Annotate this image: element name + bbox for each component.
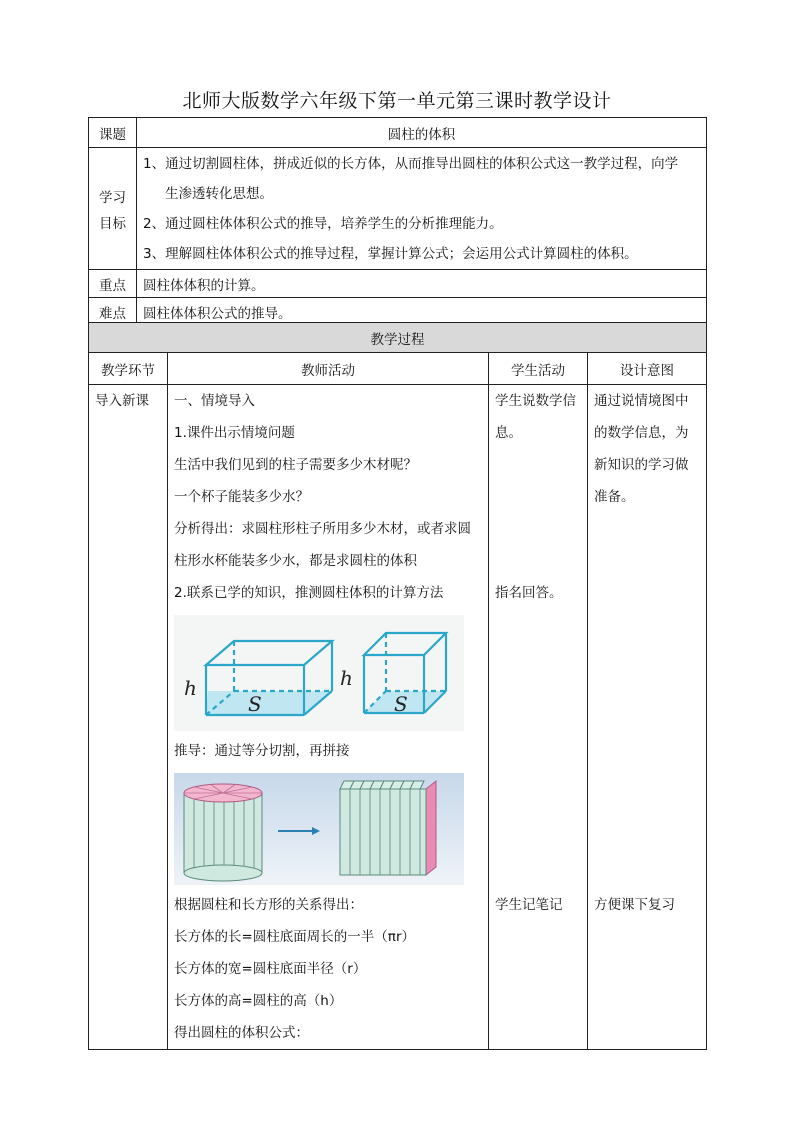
objective-1: 1、通过切割圆柱体，拼成近似的长方体，从而推导出圆柱的体积公式这一教学过程，向学 <box>143 156 679 172</box>
topic-label: 课题 <box>89 118 137 148</box>
intent-cell <box>588 385 707 1050</box>
fig2-s-label: S <box>394 692 408 716</box>
cuboid-figures <box>174 615 464 731</box>
teacher-line-7: 2.联系已学的知识，推测圆柱体积的计算方法 <box>174 585 444 601</box>
derive-text: 推导：通过等分切割，再拼接 <box>174 743 350 759</box>
process-header: 教学过程 <box>89 323 707 353</box>
key-label: 重点 <box>89 270 137 298</box>
teacher-line-5: 分析得出：求圆柱形柱子所用多少木材，或者求圆 <box>174 521 471 537</box>
teacher-line-9: 长方体的长=圆柱底面周长的一半（πr） <box>174 929 415 945</box>
col-stage: 教学环节 <box>89 353 168 385</box>
key-row <box>89 270 707 298</box>
teacher-line-10: 长方体的宽=圆柱底面半径（r） <box>174 961 367 977</box>
stage-label: 导入新课 <box>95 393 149 409</box>
topic-value: 圆柱的体积 <box>137 118 707 148</box>
approx-cuboid-icon <box>340 781 436 875</box>
objectives-label-line1: 学习 <box>99 189 126 206</box>
intent-review: 方便课下复习 <box>594 897 675 913</box>
teacher-line-11: 长方体的高=圆柱的高（h） <box>174 993 343 1009</box>
teacher-cell <box>168 385 489 1050</box>
intent-line-2: 的数学信息，为 <box>594 425 689 441</box>
fig2-h-label: h <box>340 666 353 690</box>
teacher-line-2: 1.课件出示情境问题 <box>174 425 295 441</box>
objectives-label-line2: 目标 <box>99 215 126 232</box>
student-line-2: 息。 <box>495 425 522 441</box>
cylinder-to-cuboid-figure <box>174 773 464 885</box>
teacher-line-8: 根据圆柱和长方形的关系得出： <box>174 897 363 913</box>
objective-1-cont: 生渗透转化思想。 <box>165 186 273 202</box>
student-line-1: 学生说数学信 <box>495 393 576 409</box>
objective-3: 3、理解圆柱体体积公式的推导过程，掌握计算公式；会运用公式计算圆柱的体积。 <box>143 246 638 262</box>
difficulty-label: 难点 <box>89 298 137 326</box>
key-value: 圆柱体体积的计算。 <box>137 270 707 298</box>
student-cell <box>489 385 588 1050</box>
student-notes: 学生记笔记 <box>495 897 563 913</box>
intent-line-1: 通过说情境图中 <box>594 393 689 409</box>
cylinder-icon <box>184 784 262 881</box>
intro-row <box>89 385 707 1050</box>
teacher-line-3: 生活中我们见到的柱子需要多少木材呢？ <box>174 457 417 473</box>
objectives-cell <box>137 148 707 270</box>
col-student: 学生活动 <box>489 353 588 385</box>
student-answer: 指名回答。 <box>495 585 563 601</box>
process-table <box>88 322 707 1050</box>
objectives-label <box>89 148 137 270</box>
col-teacher: 教师活动 <box>168 353 489 385</box>
col-intent: 设计意图 <box>588 353 707 385</box>
objectives-row <box>89 148 707 270</box>
intent-line-3: 新知识的学习做 <box>594 457 689 473</box>
column-header-row <box>89 353 707 385</box>
fig1-s-label: S <box>248 692 262 716</box>
topic-row <box>89 118 707 148</box>
teacher-line-12: 得出圆柱的体积公式： <box>174 1025 309 1041</box>
objective-2: 2、通过圆柱体体积公式的推导，培养学生的分析推理能力。 <box>143 216 503 232</box>
teacher-line-4: 一个杯子能装多少水？ <box>174 489 309 505</box>
info-table <box>88 117 707 326</box>
difficulty-value: 圆柱体体积公式的推导。 <box>137 298 707 326</box>
stage-cell <box>89 385 168 1050</box>
process-header-row <box>89 323 707 353</box>
document-title: 北师大版数学六年级下第一单元第三课时教学设计 <box>182 90 612 112</box>
teacher-line-6: 柱形水杯能装多少水，都是求圆柱的体积 <box>174 553 417 569</box>
fig1-h-label: h <box>184 676 197 700</box>
intent-line-4: 准备。 <box>594 489 635 505</box>
teacher-line-1: 一、情境导入 <box>174 393 255 409</box>
